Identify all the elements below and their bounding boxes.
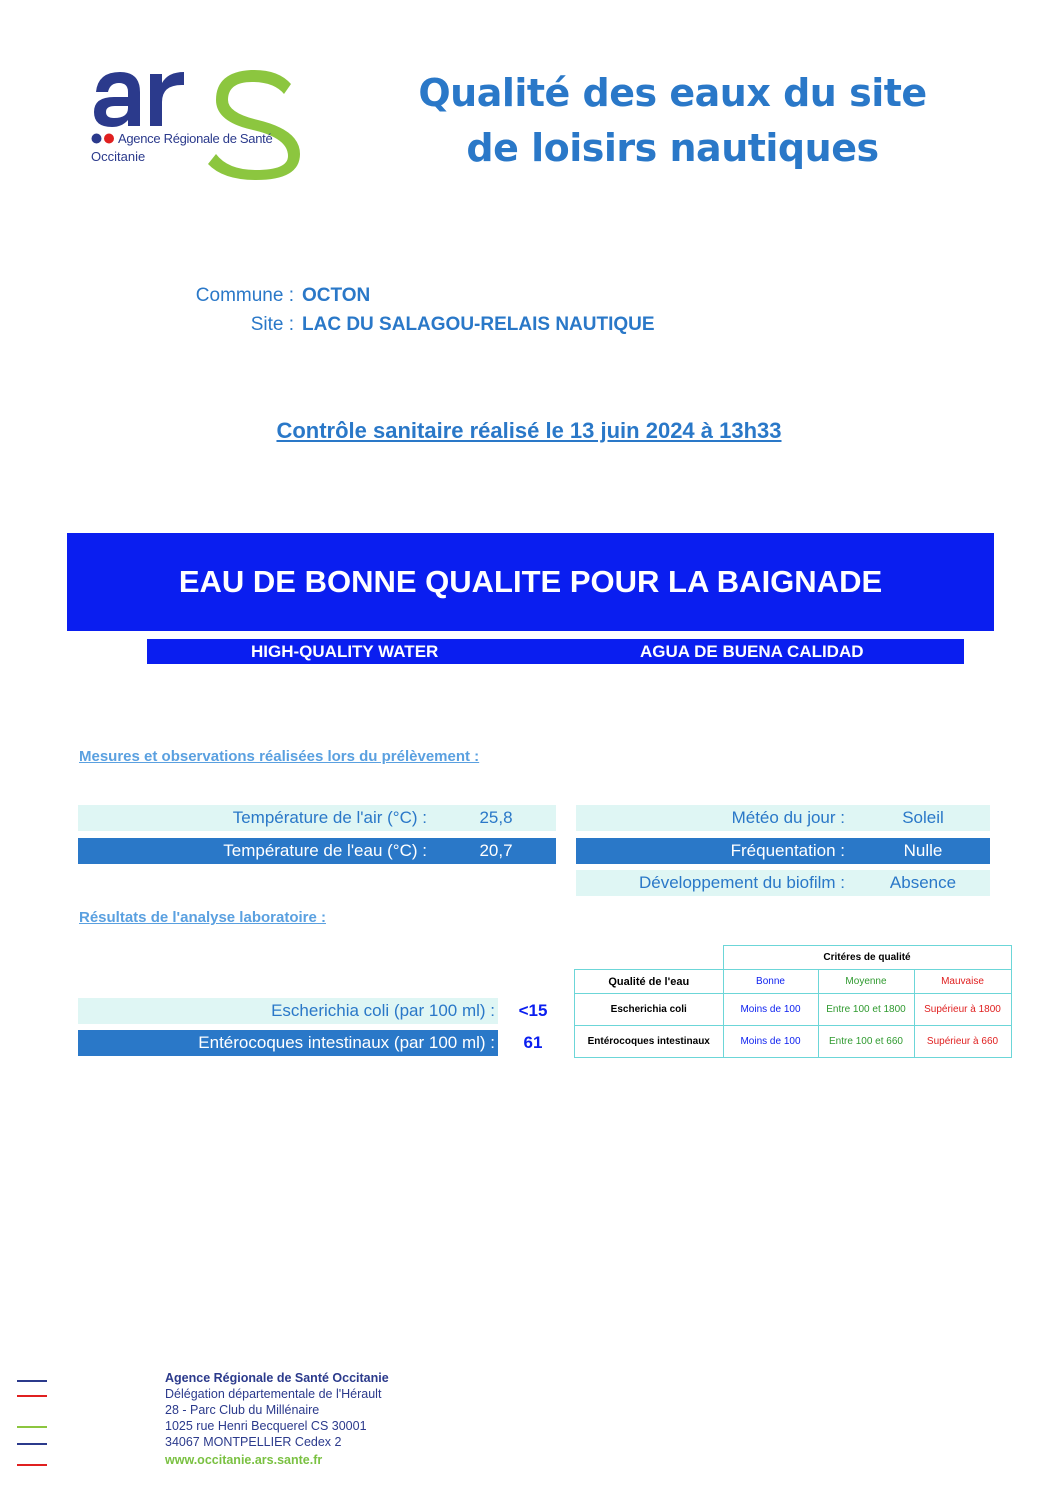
- footer-url[interactable]: www.occitanie.ars.sante.fr: [165, 1453, 323, 1467]
- attendance-row: [576, 838, 990, 864]
- air-temp-label: Température de l'air (°C) :: [232, 808, 427, 827]
- criteria-bonne: Moins de 100: [723, 994, 818, 1026]
- footer-address: [165, 1370, 389, 1468]
- entero-row: [78, 1030, 498, 1056]
- quality-english: HIGH-QUALITY WATER: [251, 642, 439, 661]
- criteria-mauvaise: Supérieur à 1800: [914, 994, 1011, 1026]
- criteria-bonne: Moins de 100: [723, 1026, 818, 1058]
- water-temp-label: Température de l'eau (°C) :: [223, 841, 427, 860]
- site-value: LAC DU SALAGOU-RELAIS NAUTIQUE: [302, 314, 655, 335]
- footer-city: 34067 MONTPELLIER Cedex 2: [165, 1435, 342, 1449]
- criteria-row-name: Escherichia coli: [575, 994, 724, 1026]
- col-bonne: Bonne: [723, 970, 818, 994]
- col-moyenne: Moyenne: [818, 970, 914, 994]
- weather-value: Soleil: [902, 808, 944, 827]
- footer-stripes-icon: [17, 1376, 49, 1476]
- quality-subbanner: [147, 639, 964, 664]
- footer-street1: 28 - Parc Club du Millénaire: [165, 1403, 320, 1417]
- footer-delegation: Délégation départementale de l'Hérault: [165, 1387, 382, 1401]
- logo-region: Occitanie: [91, 149, 146, 164]
- criteria-mauvaise: Supérieur à 660: [914, 1026, 1011, 1058]
- commune-value: OCTON: [302, 285, 371, 306]
- col-mauvaise: Mauvaise: [914, 970, 1011, 994]
- water-temp-value: 20,7: [479, 841, 513, 860]
- measures-heading: Mesures et observations réalisées lors du prélèvement :: [79, 748, 480, 765]
- ecoli-label: Escherichia coli (par 100 ml) :: [271, 1001, 495, 1020]
- air-temp-row: [78, 805, 556, 831]
- ecoli-row: [78, 998, 498, 1024]
- page-title-line1: Qualité des eaux du site: [418, 71, 927, 115]
- biofilm-row: [576, 870, 990, 896]
- criteria-moyenne: Entre 100 et 1800: [818, 994, 914, 1026]
- logo-dots-icon: [91, 133, 117, 144]
- quality-banner: [67, 533, 994, 631]
- page-title-line2: de loisirs nautiques: [466, 126, 879, 170]
- lab-heading: Résultats de l'analyse laboratoire :: [79, 909, 326, 926]
- site-label: Site :: [250, 314, 294, 335]
- commune-label: Commune :: [195, 285, 294, 306]
- quality-spanish: AGUA DE BUENA CALIDAD: [640, 642, 864, 661]
- entero-label: Entérocoques intestinaux (par 100 ml) :: [198, 1033, 495, 1052]
- criteria-title: Critéres de qualité: [723, 946, 1011, 970]
- criteria-empty-cell: [575, 946, 724, 970]
- criteria-table: [574, 945, 1012, 1058]
- weather-label: Météo du jour :: [731, 808, 845, 827]
- biofilm-value: Absence: [889, 873, 957, 892]
- biofilm-label: Développement du biofilm :: [638, 873, 845, 892]
- ecoli-value: <15: [518, 1001, 548, 1020]
- attendance-value: Nulle: [903, 841, 943, 860]
- ars-logo-mark: [88, 64, 308, 184]
- footer-agency: Agence Régionale de Santé Occitanie: [165, 1371, 389, 1385]
- logo-agency-name: Agence Régionale de Santé: [118, 131, 273, 146]
- control-date: Contrôle sanitaire réalisé le 13 juin 2024 à 13h33: [276, 418, 782, 443]
- table-row: [575, 1026, 1012, 1058]
- criteria-row-name: Entérocoques intestinaux: [575, 1026, 724, 1058]
- entero-value: 61: [523, 1033, 543, 1052]
- ars-logo: [88, 64, 308, 184]
- criteria-moyenne: Entre 100 et 660: [818, 1026, 914, 1058]
- weather-row: [576, 805, 990, 831]
- attendance-label: Fréquentation :: [730, 841, 845, 860]
- quality-header: Qualité de l'eau: [575, 970, 724, 994]
- footer-street2: 1025 rue Henri Becquerel CS 30001: [165, 1419, 367, 1433]
- water-temp-row: [78, 838, 556, 864]
- air-temp-value: 25,8: [479, 808, 513, 827]
- table-row: [575, 994, 1012, 1026]
- quality-banner-text: EAU DE BONNE QUALITE POUR LA BAIGNADE: [178, 564, 883, 599]
- page-title: [400, 66, 945, 176]
